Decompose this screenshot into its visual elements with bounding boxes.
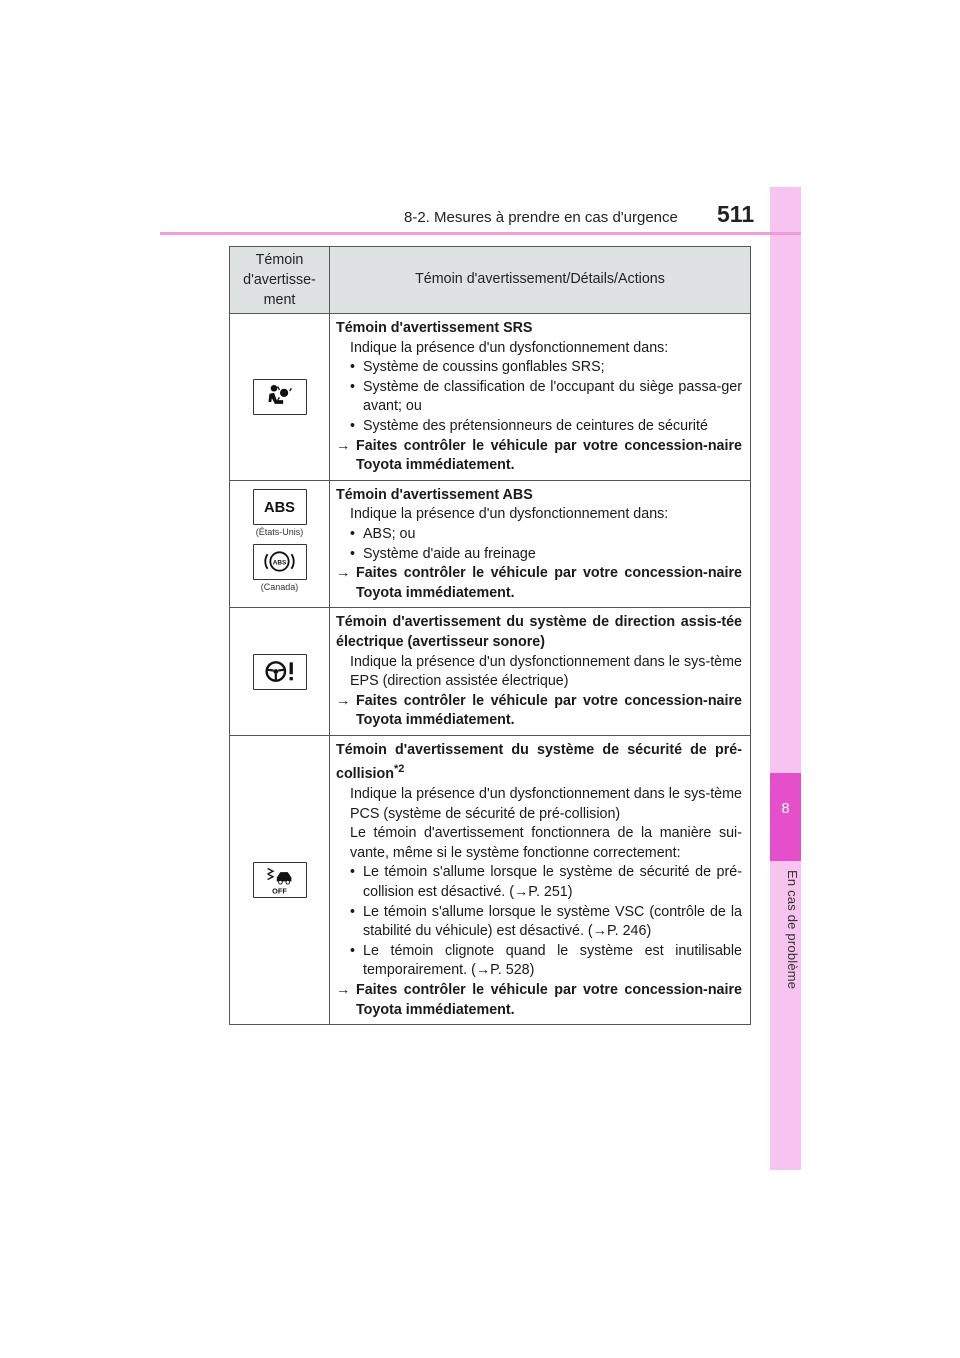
row-title: Témoin d'avertissement ABS: [336, 486, 533, 503]
icon-caption-usa: (États-Unis): [255, 527, 304, 538]
icon-caption-canada: (Canada): [260, 582, 299, 593]
warning-lights-table: [229, 246, 751, 1025]
row-title: Témoin d'avertissement du système de direction assis-tée électrique (avertisseur sonore): [336, 614, 742, 650]
page-number: 511: [717, 201, 755, 227]
list-item: • Système d'aide au freinage: [350, 545, 536, 562]
srs-airbag-warning-icon: [253, 379, 307, 415]
chapter-label: En cas de problème: [785, 870, 800, 990]
list-item: • Le témoin clignote quand le système est inutilisable temporairement. (→P. 528): [350, 942, 742, 979]
row-intro-2: Le témoin d'avertissement fonctionnera de la manière sui-vante, même si le système fonctionne correctement:: [350, 825, 742, 861]
section-title: 8-2. Mesures à prendre en cas d'urgence: [404, 209, 678, 226]
row-action: → Faites contrôler le véhicule par votre concession-naire Toyota immédiatement.: [336, 692, 742, 729]
chapter-side-tab: [770, 187, 801, 1170]
chapter-side-tab-active[interactable]: [770, 773, 801, 861]
row-title: Témoin d'avertissement du système de sécurité de pré-collision$^{*2}$: [336, 741, 742, 783]
row-action: → Faites contrôler le véhicule par votre concession-naire Toyota immédiatement.: [336, 437, 742, 474]
header-description-column: Témoin d'avertissement/Détails/Actions: [330, 247, 751, 314]
table-header-row: [230, 247, 751, 314]
list-item: • Le témoin s'allume lorsque le système de sécurité de pré-collision est désactivé. (→P. 251): [350, 864, 742, 901]
row-intro: Indique la présence d'un dysfonctionnement dans:: [350, 506, 669, 523]
header-icon-column: Témoin d'avertisse- ment: [230, 247, 330, 314]
list-item: • Système des prétensionneurs de ceintures de sécurité: [350, 417, 708, 434]
chapter-number: 8: [781, 800, 790, 817]
list-item: • Le témoin s'allume lorsque le système VSC (contrôle de la stabilité du véhicule) est désactivé. (→P. 246): [350, 903, 742, 940]
row-intro: Indique la présence d'un dysfonctionnement dans le sys-tème EPS (direction assistée électrique): [350, 653, 742, 690]
list-item: • Système de classification de l'occupant du siège passa-ger avant; ou: [350, 378, 742, 415]
row-title: Témoin d'avertissement SRS: [336, 320, 533, 336]
table-row: [230, 314, 751, 481]
svg-text:ABS: ABS: [263, 500, 295, 517]
abs-canada-warning-icon: [253, 544, 307, 580]
svg-text:OFF: OFF: [271, 886, 287, 896]
row-action: → Faites contrôler le véhicule par votre concession-naire Toyota immédiatement.: [336, 982, 742, 1018]
table-row: [230, 608, 751, 736]
svg-text:ABS: ABS: [272, 559, 286, 567]
header-rule: [160, 232, 801, 235]
table-row: [230, 735, 751, 1024]
row-intro: Indique la présence d'un dysfonctionnement dans le sys-tème PCS (système de sécurité de pré-collision): [350, 786, 742, 822]
row-action: → Faites contrôler le véhicule par votre concession-naire Toyota immédiatement.: [336, 565, 742, 601]
row-intro: Indique la présence d'un dysfonctionnement dans:: [350, 339, 669, 356]
eps-steering-warning-icon: [253, 654, 307, 690]
table-row: [230, 480, 751, 608]
pcs-off-warning-icon: [253, 862, 307, 898]
list-item: • ABS; ou: [350, 525, 416, 542]
list-item: • Système de coussins gonflables SRS;: [350, 359, 605, 376]
abs-warning-icon: [253, 489, 307, 525]
